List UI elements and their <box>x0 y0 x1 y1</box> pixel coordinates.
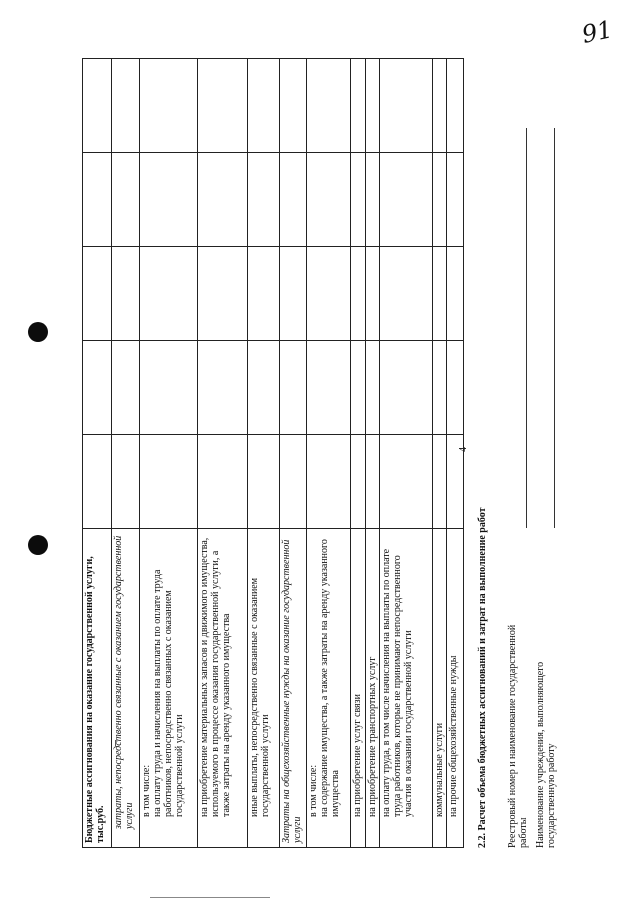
section-2-2 <box>467 58 557 848</box>
value-cell <box>139 59 198 153</box>
page-number: 4 <box>458 447 469 452</box>
institution-field-row <box>535 58 557 848</box>
punch-hole-top <box>28 322 48 342</box>
value-cell <box>365 153 380 247</box>
value-cell <box>198 247 248 341</box>
value-cell <box>83 59 112 153</box>
budget-table-body <box>83 59 464 848</box>
value-cell <box>365 247 380 341</box>
table-row <box>198 59 248 848</box>
row-label: на оплату труда, в том числе начисления на выплаты по оплате труда работников, которые не принимают непосредственного участия в оказании государственной услуги <box>380 529 432 848</box>
table-row <box>365 59 380 848</box>
value-cell <box>447 435 464 529</box>
value-cell <box>112 247 139 341</box>
value-cell <box>380 341 432 435</box>
value-cell <box>380 153 432 247</box>
value-cell <box>306 59 350 153</box>
value-cell <box>198 59 248 153</box>
value-cell <box>365 435 380 529</box>
value-cell <box>350 247 365 341</box>
row-label: в том числе: на содержание имущества, а также затраты на аренду указанного имущества <box>306 529 350 848</box>
budget-table <box>82 58 464 848</box>
value-cell <box>447 341 464 435</box>
value-cell <box>306 153 350 247</box>
value-cell <box>365 341 380 435</box>
bottom-rule <box>150 897 270 898</box>
value-cell <box>279 153 306 247</box>
value-cell <box>248 247 279 341</box>
row-label: на приобретение услуг связи <box>350 529 365 848</box>
table-row <box>139 59 198 848</box>
value-cell <box>350 435 365 529</box>
table-row <box>350 59 365 848</box>
rotated-document-content <box>82 58 557 848</box>
value-cell <box>198 435 248 529</box>
value-cell <box>306 435 350 529</box>
row-label: на приобретение материальных запасов и движимого имущества, используемого в процессе оказания государственной услуги, а также затраты на аренду указанного имущества <box>198 529 248 848</box>
row-label: Бюджетные ассигнования на оказание государственной услуги, тыс.руб. <box>83 529 112 848</box>
value-cell <box>83 341 112 435</box>
row-label: Затраты на общехозяйственные нужды на оказание государственной услуги <box>279 529 306 848</box>
registry-field-row <box>507 58 529 848</box>
value-cell <box>350 59 365 153</box>
value-cell <box>83 153 112 247</box>
value-cell <box>380 435 432 529</box>
value-cell <box>306 341 350 435</box>
handwritten-page-number: 91 <box>579 15 616 49</box>
table-row <box>83 59 112 848</box>
table-row <box>432 59 447 848</box>
value-cell <box>279 247 306 341</box>
value-cell <box>112 341 139 435</box>
institution-field-line[interactable] <box>554 128 555 528</box>
value-cell <box>248 59 279 153</box>
row-label: затраты, непосредственно связанные с оказанием государственной услуги <box>112 529 139 848</box>
row-label: коммунальные услуги <box>432 529 447 848</box>
registry-field-line[interactable] <box>526 128 527 528</box>
value-cell <box>198 341 248 435</box>
institution-field-label: Наименование учреждения, выполняющего государственную работу <box>535 661 557 848</box>
punch-hole-bottom <box>28 535 48 555</box>
row-label: на прочие общехозяйственные нужды <box>447 529 464 848</box>
value-cell <box>432 341 447 435</box>
value-cell <box>380 247 432 341</box>
table-row <box>380 59 432 848</box>
value-cell <box>112 153 139 247</box>
value-cell <box>83 247 112 341</box>
value-cell <box>279 341 306 435</box>
value-cell <box>447 247 464 341</box>
value-cell <box>432 153 447 247</box>
row-label: в том числе: на оплату труда и начисления на выплаты по оплате труда работников, непосредственно связанных с оказанием государственной услуги <box>139 529 198 848</box>
value-cell <box>447 59 464 153</box>
registry-field-label: Реестровый номер и наименование государственной работы <box>507 624 529 848</box>
value-cell <box>432 435 447 529</box>
value-cell <box>365 59 380 153</box>
value-cell <box>350 153 365 247</box>
value-cell <box>248 153 279 247</box>
value-cell <box>432 247 447 341</box>
value-cell <box>139 247 198 341</box>
value-cell <box>279 435 306 529</box>
value-cell <box>279 59 306 153</box>
table-row <box>112 59 139 848</box>
value-cell <box>112 435 139 529</box>
table-row <box>279 59 306 848</box>
value-cell <box>447 153 464 247</box>
table-row <box>306 59 350 848</box>
value-cell <box>350 341 365 435</box>
value-cell <box>432 59 447 153</box>
value-cell <box>83 435 112 529</box>
table-row <box>447 59 464 848</box>
row-label: иные выплаты, непосредственно связанные с оказанием государственной услуги <box>248 529 279 848</box>
section-title: 2.2. Расчет объема бюджетных ассигнований и затрат на выполнение работ <box>477 507 488 848</box>
table-row <box>248 59 279 848</box>
value-cell <box>139 435 198 529</box>
row-label: на приобретение транспортных услуг <box>365 529 380 848</box>
value-cell <box>380 59 432 153</box>
value-cell <box>306 247 350 341</box>
value-cell <box>248 341 279 435</box>
value-cell <box>112 59 139 153</box>
value-cell <box>198 153 248 247</box>
value-cell <box>139 153 198 247</box>
value-cell <box>248 435 279 529</box>
value-cell <box>139 341 198 435</box>
